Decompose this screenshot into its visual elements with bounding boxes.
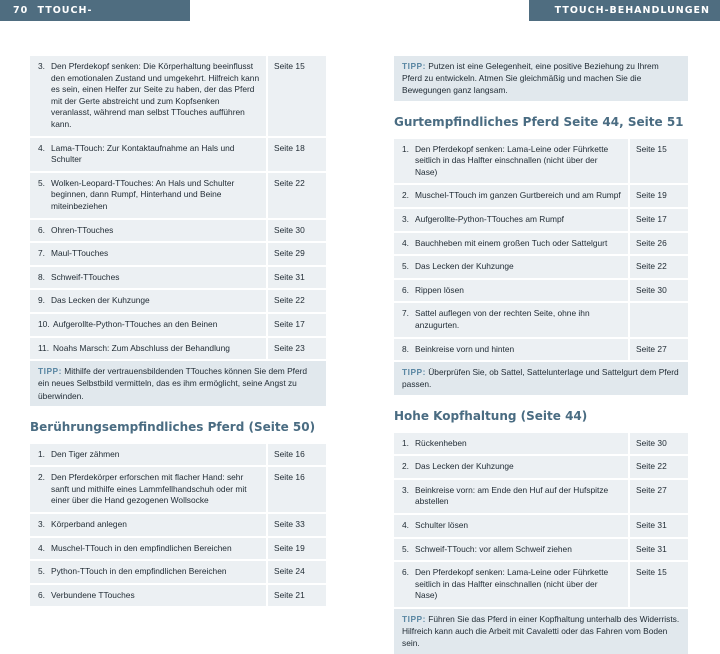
table-row [394, 280, 688, 302]
row-page-reference [630, 303, 688, 336]
tip-box [394, 362, 688, 394]
table-row [30, 138, 326, 171]
row-number: 3. [402, 484, 409, 495]
table-row [394, 480, 688, 513]
row-text-cell [394, 303, 628, 336]
row-description: Den Pferdekörper erforschen mit flacher Hand: sehr sanft und mithilfe eines Lammfellhandschuh oder mit einer über die Hand gezogenen Wollsocke [51, 472, 247, 506]
row-description: Ohren-TTouches [51, 224, 114, 235]
row-number: 4. [402, 519, 409, 530]
row-text-cell [30, 56, 266, 136]
table-row [30, 314, 326, 336]
row-number: 6. [38, 224, 45, 235]
row-description: Körperband anlegen [51, 519, 127, 530]
row-number: 6. [402, 567, 409, 578]
section-title: Berührungsempfindliches Pferd (Seite 50) [30, 419, 316, 434]
section-title: Hohe Kopfhaltung (Seite 44) [394, 408, 588, 423]
tip-label: TIPP: [402, 367, 426, 378]
row-description: Wolken-Leopard-TTouches: An Hals und Schulter beginnen, dann Rumpf, Hinterhand und Beine miteinbeziehen [51, 177, 235, 211]
row-description: Muschel-TTouch in den empfindlichen Bereichen [51, 542, 232, 553]
row-page-reference: Seite 22 [268, 290, 326, 312]
table-row [30, 290, 326, 312]
row-page-reference: Seite 31 [630, 515, 688, 537]
row-description: Schulter lösen [415, 519, 469, 530]
right-page-header [529, 0, 720, 37]
row-description: Verbundene TTouches [51, 589, 135, 600]
row-text-cell [394, 233, 628, 255]
row-page-reference: Seite 30 [630, 280, 688, 302]
row-page-reference: Seite 33 [268, 514, 326, 536]
row-page-reference: Seite 17 [268, 314, 326, 336]
row-page-reference: Seite 16 [268, 444, 326, 466]
table-row [394, 256, 688, 278]
table-row [30, 585, 326, 607]
row-page-reference: Seite 16 [268, 467, 326, 512]
table-row [394, 339, 688, 361]
left-page-number: 70 [13, 5, 29, 16]
tip-label: TIPP: [402, 613, 426, 624]
row-number: 4. [38, 142, 45, 153]
row-text-cell [394, 456, 628, 478]
table-row [30, 467, 326, 512]
row-page-reference: Seite 29 [268, 243, 326, 265]
row-page-reference: Seite 15 [630, 562, 688, 607]
left-running-title: TTOUCH-BEHANDLUNGEN [8, 5, 109, 37]
table-row [30, 444, 326, 466]
row-number: 5. [38, 566, 45, 577]
row-description: Bauchheben mit einem großen Tuch oder Sattelgurt [415, 237, 608, 248]
row-description: Lama-TTouch: Zur Kontaktaufnahme an Hals und Schulter [51, 142, 235, 165]
row-text-cell [394, 339, 628, 361]
tip-box [30, 361, 326, 406]
row-number: 4. [402, 237, 409, 248]
row-text-cell [394, 433, 628, 455]
row-description: Den Tiger zähmen [51, 448, 120, 459]
row-text-cell [30, 444, 266, 466]
row-text-cell [30, 338, 266, 360]
row-number: 1. [402, 437, 409, 448]
table-row [30, 173, 326, 218]
table-row [30, 338, 326, 360]
table-row [394, 185, 688, 207]
row-page-reference: Seite 19 [268, 538, 326, 560]
row-number: 8. [402, 343, 409, 354]
row-page-reference: Seite 22 [630, 256, 688, 278]
row-description: Das Lecken der Kuhzunge [415, 261, 514, 272]
row-description: Sattel auflegen von der rechten Seite, ohne ihn anzugurten. [415, 308, 590, 330]
row-text-cell [394, 539, 628, 561]
tip-text: Überprüfen Sie, ob Sattel, Sattelunterlage und Sattelgurt dem Pferd passen. [402, 367, 679, 390]
row-text-cell [30, 267, 266, 289]
row-text-cell [30, 173, 266, 218]
row-text-cell [30, 243, 266, 265]
row-description: Beinkreise vorn und hinten [415, 343, 515, 354]
row-description: Maul-TTouches [51, 248, 109, 259]
table-row [394, 233, 688, 255]
row-page-reference: Seite 26 [630, 233, 688, 255]
row-number: 5. [402, 261, 409, 272]
row-number: 9. [38, 295, 45, 306]
tip-label: TIPP: [38, 366, 62, 377]
treatment-table [394, 433, 688, 607]
row-number: 7. [38, 248, 45, 259]
row-description: Das Lecken der Kuhzunge [415, 461, 514, 472]
row-description: Schweif-TTouches [51, 271, 120, 282]
row-number: 6. [402, 284, 409, 295]
table-row [394, 139, 688, 184]
row-page-reference: Seite 23 [268, 338, 326, 360]
table-row [30, 243, 326, 265]
row-number: 3. [402, 213, 409, 224]
row-description: Den Pferdekopf senken: Lama-Leine oder Führkette seitlich in das Halfter einschnallen (nicht über der Nase) [415, 143, 609, 177]
row-number: 1. [38, 448, 45, 459]
row-page-reference: Seite 24 [268, 561, 326, 583]
row-number: 11. [38, 342, 50, 353]
row-page-reference: Seite 15 [268, 56, 326, 136]
row-page-reference: Seite 22 [630, 456, 688, 478]
treatment-table [30, 56, 326, 359]
row-description: Das Lecken der Kuhzunge [51, 295, 150, 306]
row-text-cell [30, 585, 266, 607]
row-text-cell [30, 514, 266, 536]
table-row [394, 539, 688, 561]
tip-label: TIPP: [402, 61, 426, 71]
row-description: Python-TTouch in den empfindlichen Bereichen [51, 566, 227, 577]
table-row [394, 303, 688, 336]
row-page-reference: Seite 15 [630, 139, 688, 184]
row-number: 5. [402, 543, 409, 554]
table-row [30, 220, 326, 242]
row-number: 1. [402, 143, 409, 154]
row-number: 7. [402, 308, 409, 319]
row-page-reference: Seite 27 [630, 480, 688, 513]
row-text-cell [394, 280, 628, 302]
row-number: 5. [38, 177, 45, 188]
table-row [394, 456, 688, 478]
row-page-reference: Seite 27 [630, 339, 688, 361]
row-text-cell [30, 138, 266, 171]
row-text-cell [30, 220, 266, 242]
table-row [30, 538, 326, 560]
row-description: Noahs Marsch: Zum Abschluss der Behandlung [53, 342, 230, 353]
row-page-reference: Seite 21 [268, 585, 326, 607]
row-number: 2. [402, 190, 409, 201]
row-text-cell [394, 209, 628, 231]
table-row [394, 562, 688, 607]
tip-box [394, 609, 688, 654]
table-row [30, 514, 326, 536]
left-column [30, 56, 326, 606]
row-text-cell [30, 290, 266, 312]
table-row [30, 561, 326, 583]
table-row [394, 209, 688, 231]
row-page-reference: Seite 19 [630, 185, 688, 207]
row-page-reference: Seite 22 [268, 173, 326, 218]
row-number: 8. [38, 271, 45, 282]
tip-text: Führen Sie das Pferd in einer Kopfhaltung unterhalb des Widerrists. Hilfreich kann auch die Arbeit mit Cavaletti oder das Fahren vom Boden sein. [402, 613, 680, 649]
row-text-cell [30, 467, 266, 512]
treatment-table [394, 139, 688, 361]
tip-box [394, 56, 688, 101]
row-page-reference: Seite 30 [268, 220, 326, 242]
table-row [394, 515, 688, 537]
treatment-table [30, 444, 326, 607]
row-text-cell [394, 515, 628, 537]
table-row [30, 56, 326, 136]
left-page-header [0, 0, 190, 37]
row-text-cell [30, 314, 266, 336]
row-description: Aufgerollte-Python-TTouches am Rumpf [415, 213, 564, 224]
row-number: 10. [38, 318, 50, 329]
row-number: 2. [38, 472, 45, 483]
row-page-reference: Seite 17 [630, 209, 688, 231]
row-description: Rippen lösen [415, 284, 464, 295]
row-description: Schweif-TTouch: vor allem Schweif ziehen [415, 543, 572, 554]
right-column [394, 56, 688, 654]
row-number: 3. [38, 61, 45, 71]
row-description: Beinkreise vorn: am Ende den Huf auf der Hufspitze abstellen [415, 484, 609, 507]
row-text-cell [30, 538, 266, 560]
row-description: Aufgerollte-Python-TTouches an den Beinen [53, 318, 218, 329]
row-number: 4. [38, 542, 45, 553]
row-text-cell [30, 561, 266, 583]
section-title: Gurtempfindliches Pferd Seite 44, Seite 51 [394, 114, 684, 129]
table-row [394, 433, 688, 455]
table-row [30, 267, 326, 289]
row-text-cell [394, 480, 628, 513]
row-description: Muschel-TTouch im ganzen Gurtbereich und am Rumpf [415, 190, 621, 201]
row-description: Den Pferdekopf senken: Die Körperhaltung beeinflusst den emotionalen Zustand und umgekehrt. Hilfreich kann es sein, einen Helfer zur Seite zu haben, der das Pferd mit der Gerte abstreicht und zum Kopfsenken veranlasst, während man selbst TTouches aufführen kann. [51, 61, 260, 129]
row-number: 2. [402, 461, 409, 472]
row-page-reference: Seite 31 [268, 267, 326, 289]
row-description: Den Pferdekopf senken: Lama-Leine oder Führkette seitlich in das Halfter einschnallen (nicht über der Nase) [415, 567, 609, 601]
tip-text: Mithilfe der vertrauensbildenden TTouches können Sie dem Pferd ein neues Selbstbild vermitteln, das es ihm ermöglicht, seine Angst zu überwinden. [38, 366, 308, 401]
row-number: 3. [38, 519, 45, 530]
row-number: 6. [38, 589, 45, 600]
row-description: Rückenheben [415, 437, 467, 448]
row-page-reference: Seite 31 [630, 539, 688, 561]
row-text-cell [394, 256, 628, 278]
right-running-title: TTOUCH-BEHANDLUNGEN [554, 5, 710, 16]
right-page-number: 71 [689, 26, 705, 37]
row-text-cell [394, 562, 628, 607]
row-text-cell [394, 139, 628, 184]
row-page-reference: Seite 30 [630, 433, 688, 455]
row-page-reference: Seite 18 [268, 138, 326, 171]
row-text-cell [394, 185, 628, 207]
tip-text: Putzen ist eine Gelegenheit, eine positive Beziehung zu Ihrem Pferd zu entwickeln. Atmen Sie gleichmäßig und machen Sie die Bewegungen ganz langsam. [402, 61, 659, 96]
